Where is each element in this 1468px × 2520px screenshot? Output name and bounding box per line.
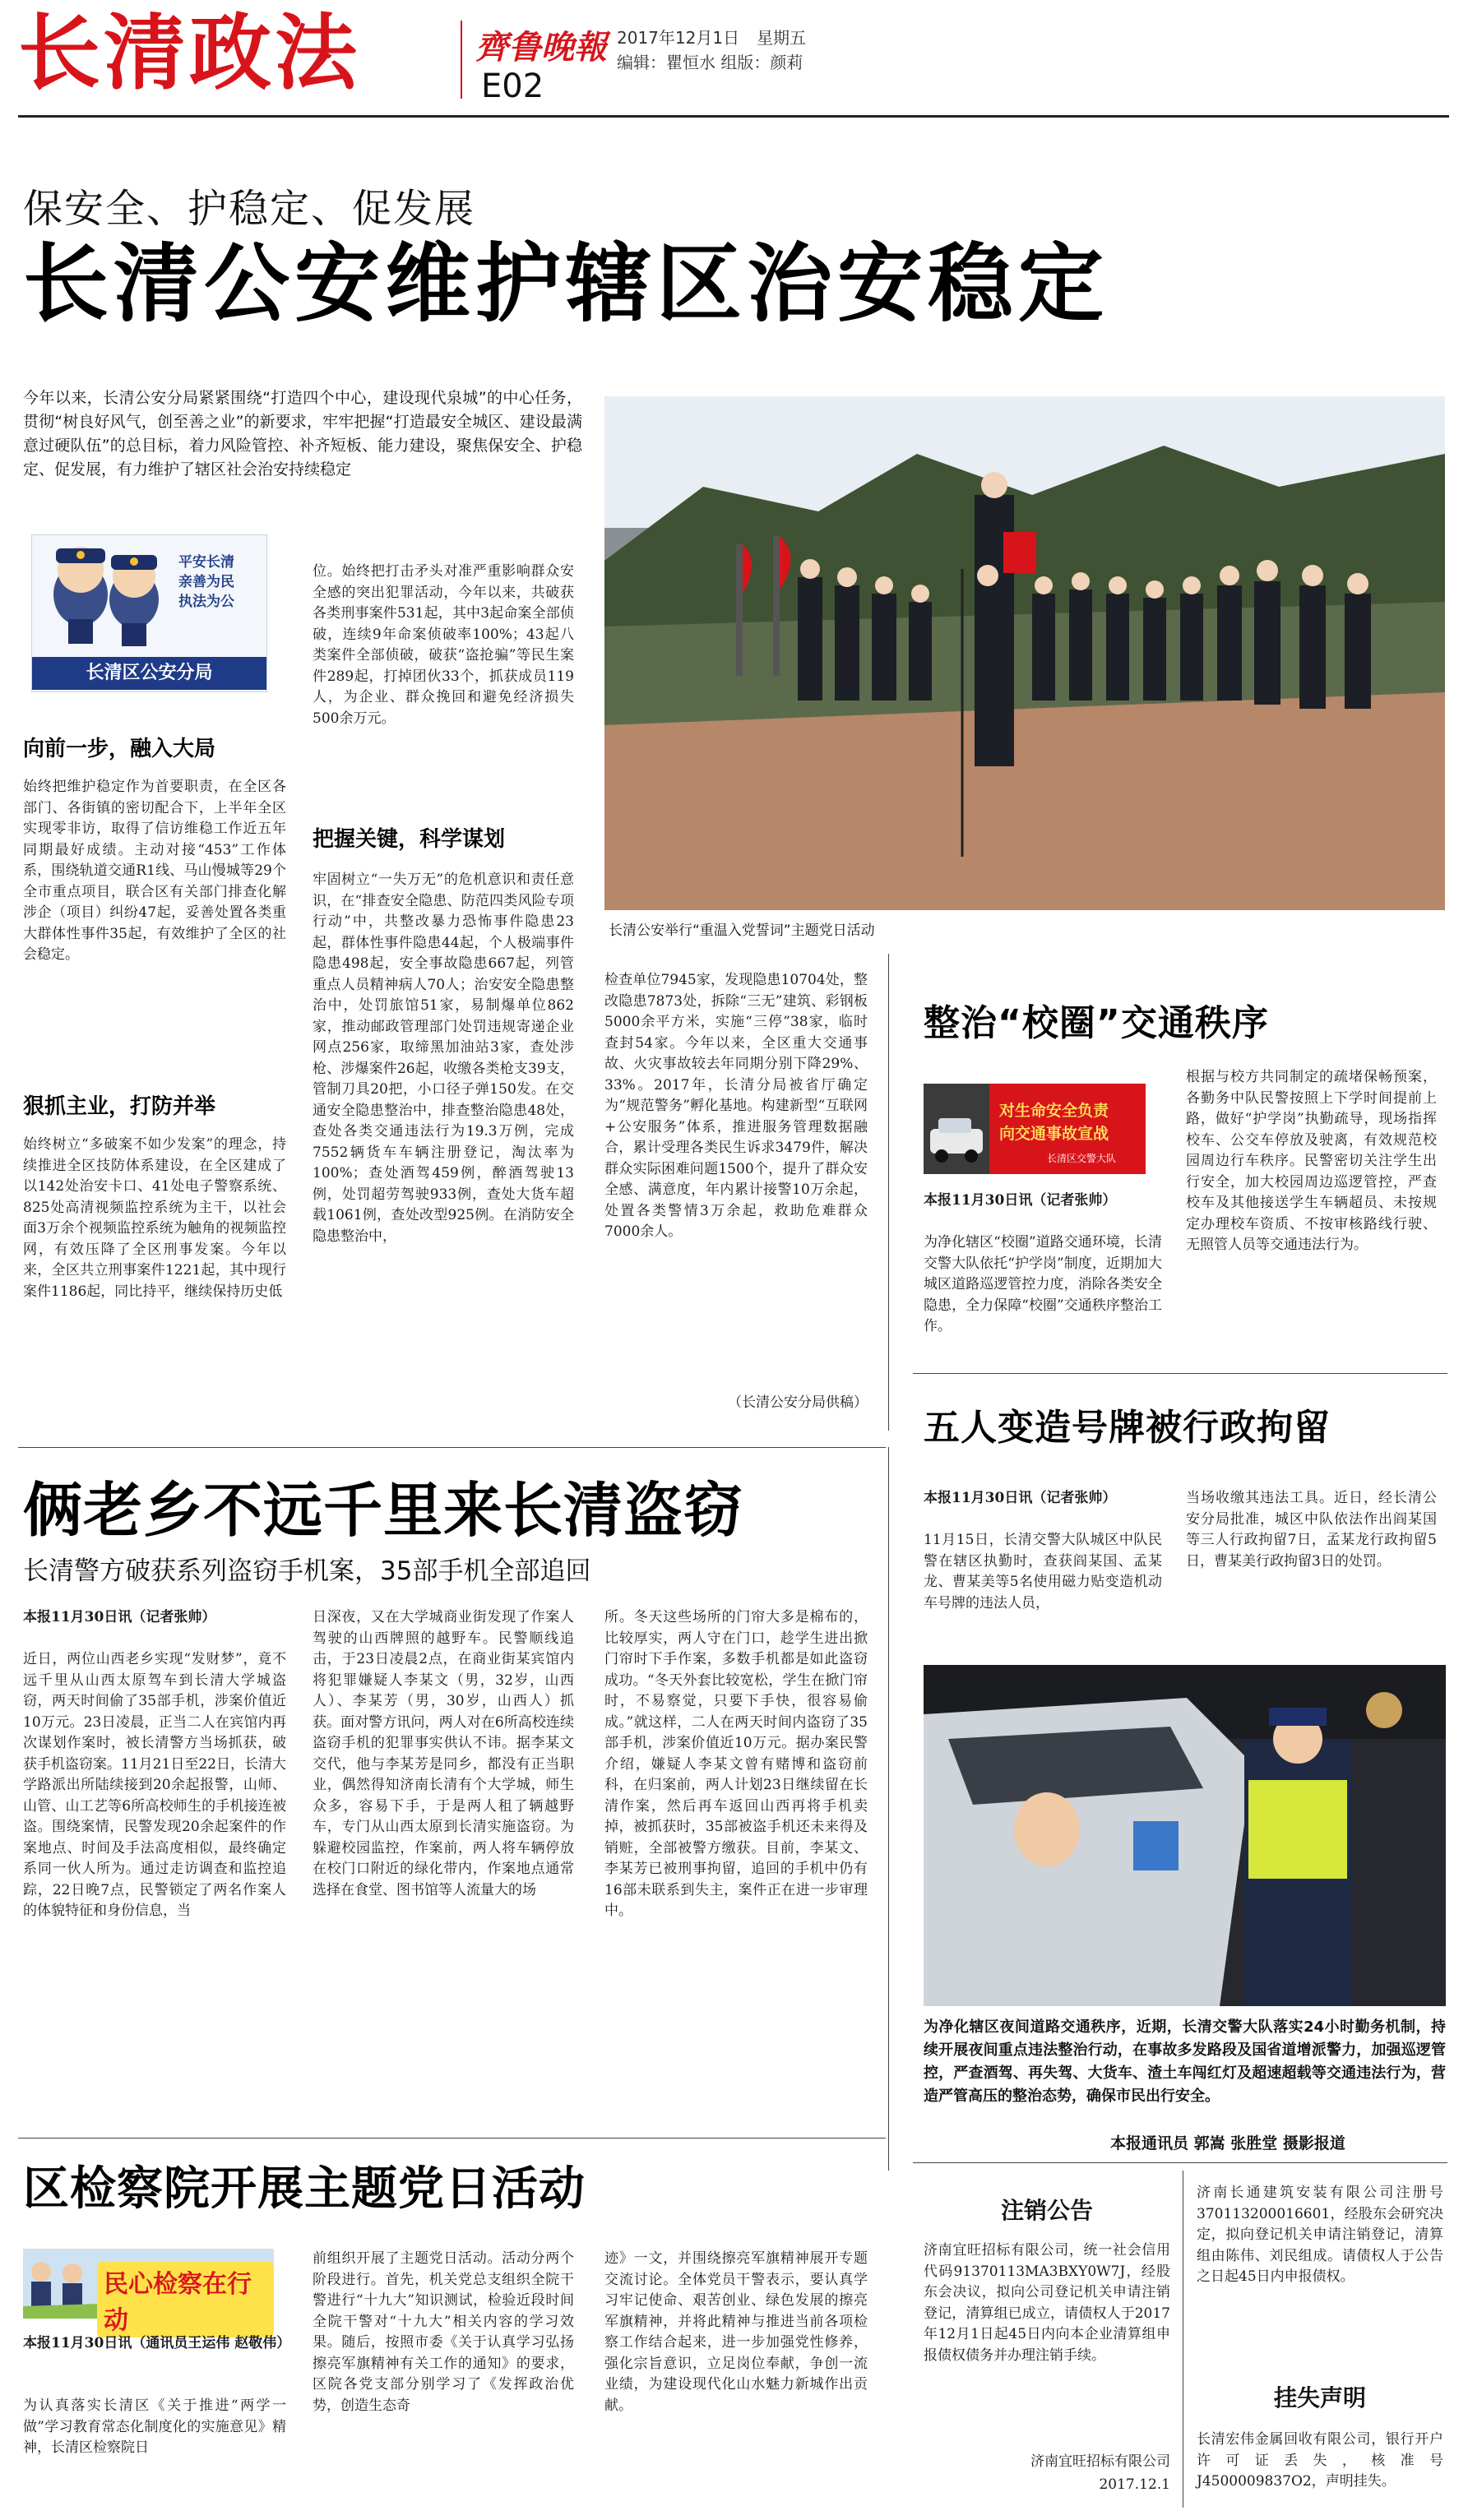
section-title: 长清政法 bbox=[18, 5, 360, 101]
paper-logo: 齊鲁晚報 bbox=[475, 28, 607, 67]
rule-theft-proc bbox=[18, 2138, 886, 2139]
proc-logo bbox=[23, 2249, 274, 2335]
police-oath-scene bbox=[604, 396, 1445, 910]
school-logo bbox=[924, 1084, 1146, 1174]
masthead-rule bbox=[18, 115, 1449, 118]
lead-col2-a: 位。始终把打击矛头对准严重影响群众安全感的突出犯罪活动，今年以来，共破获各类刑事案件531起，其中3起命案全部侦破，连续9年命案侦破率100%；43起八类案件全部侦破，破获“盗抢骗”等民生案件289起，打掉团伙33个，抓获成员119人，为企业、群众挽回和避免经济损失500余万元。 bbox=[313, 563, 574, 727]
notice3-body: 长清宏伟金属回收有限公司，银行开户许可证丢失，核准号J4500009837O2，声明挂失。 bbox=[1197, 2431, 1443, 2490]
theft-headline: 俩老乡不远千里来长清盗窃 bbox=[23, 1476, 744, 1545]
night-photo-caption: 为净化辖区夜间道路交通秩序，近期，长清交警大队落实24小时勤务机制，持续开展夜间重点违法整治行动，在事故多发路段及国省道增派警力，加强巡逻管控，严查酒驾、再失驾、大货车、渣土车闯红灯及超速超载等交通违法行为，营造严管高压的整治态势，确保市民出行安全。 bbox=[924, 2018, 1446, 2105]
party-day-caption: 长清公安举行“重温入党誓词”主题党日活动 bbox=[609, 922, 875, 939]
page-number: E02 bbox=[481, 67, 544, 105]
school-col2: 根据与校方共同制定的疏堵保畅预案，各勤务中队民警按照上下学时间提前上路，做好“护学岗”执勤疏导，现场指挥校车、公交车停放及驶离，有效规范校园周边行车秩序。民警密切关注学生出行安全，加大校园周边巡逻管控，严查校车及其他接送学生车辆超员、未按规定办理校车资质、不按审核路线行驶、无照管人员等交通违法行为。 bbox=[1186, 1069, 1437, 1253]
lead-credit: （长清公安分局供稿） bbox=[728, 1394, 868, 1411]
theft-col2: 日深夜，又在大学城商业街发现了作案人驾驶的山西牌照的越野车。民警顺线追击，于23日凌晨2点，在商业街某宾馆内将犯罪嫌疑人李某文（男，32岁，山西人）、李某芳（男，30岁，山西人）抓获。面对警方讯问，两人对在6所高校连续盗窃手机的犯罪事实供认不讳。据李某文交代，他与李某芳是同乡，都没有正当职业，偶然得知济南长清有个大学城，师生众多，容易下手，于是两人租了辆越野车，专门从山西太原到长清实施盗窃。为躲避校园监控，作案前，两人将车辆停放在校门口附近的绿化带内，作案地点通常选择在食堂、图书馆等人流量大的场 bbox=[313, 1609, 574, 1898]
rule-notices bbox=[913, 2162, 1447, 2163]
school-logo-org: 长清区交警大队 bbox=[1047, 1153, 1117, 1164]
col-divider-right bbox=[888, 1447, 889, 2171]
night-inspection-photo bbox=[924, 1665, 1446, 2006]
theft-col3: 所。冬天这些场所的门帘大多是棉布的，比较厚实，两人守在门口，趁学生进出掀门帘时下手作案，多数手机都是如此盗窃成功。“冬天外套比较宽松，学生在掀门帘时，不易察觉，只要下手快，很容易偷成。”就这样，二人在两天时间内盗窃了35部手机，涉案价值近10万元。据办案民警介绍，嫌疑人李某文曾有赌博和盗窃前科，在归案前，两人计划23日继续留在长清作案，然后再车返回山西再将手机卖掉，被抓获时，35部被盗手机还未来得及销赃，全部被警方缴获。目前，李某文、李某芳已被刑事拘留，追回的手机中仍有16部未联系到失主，案件正在进一步审理中。 bbox=[604, 1609, 868, 1919]
night-photo-credit: 本报通讯员 郭嵩 张胜堂 摄影报道 bbox=[1110, 2134, 1345, 2152]
police-mascot-icon bbox=[35, 537, 175, 656]
proc-logo-text: 民心检察在行动 bbox=[97, 2262, 274, 2337]
issue-weekday: 星期五 bbox=[757, 28, 806, 48]
subhead-forward: 向前一步，融入大局 bbox=[23, 737, 216, 761]
masthead-divider bbox=[461, 21, 462, 99]
notice1-body: 济南宜旺招标有限公司，统一社会信用代码91370113MA3BXY0W7J，经股东会决议，拟向公司登记机关申请注销登记，清算组已成立，请债权人于2017年12月1日起45日内向本企业清算组申报债权债务并办理注销手续。 bbox=[924, 2242, 1170, 2364]
school-col1: 为净化辖区“校圈”道路交通环境，长清交警大队依托“护学岗”制度，近期加大城区道路巡逻管控力度，消除各类安全隐患，全力保障“校圈”交通秩序整治工作。 bbox=[924, 1234, 1162, 1334]
plate-headline: 五人变造号牌被行政拘留 bbox=[924, 1407, 1331, 1449]
rule-lead-theft bbox=[18, 1447, 886, 1448]
lead-col1-b: 始终树立“多破案不如少发案”的理念，持续推进全区技防体系建设，在全区建成了以142处治安卡口、41处电子警察系统、825处高清视频监控系统为主干，以社会面3万余个视频监控系统为触角的视频监控网，有效压降了全区刑事发案。今年以来，全区共立刑事案件1221起，其中现行案件1186起，同比持平，继续保持历史低 bbox=[23, 1136, 286, 1300]
lead-kicker: 保安全、护稳定、促发展 bbox=[23, 186, 476, 232]
notice3-title: 挂失声明 bbox=[1273, 2384, 1366, 2411]
school-logo-line2: 向交通事故宣战 bbox=[999, 1125, 1109, 1143]
logo-slogan-3: 执法为公 bbox=[178, 594, 234, 610]
lead-col3: 检查单位7945家，发现隐患10704处，整改隐患7873处，拆除“三无”建筑、彩钢板5000余平方米，实施“三停”38家，临时查封54家。今年以来，全区重大交通事故、火灾事故较去年同期分别下降29%、33%。2017年，长清分局被省厅确定为“规范警务”孵化基地。构建新型“互联网+公安服务”体系，推进服务管理数据融合，累计受理各类民生诉求3479件，解决群众实际困难问题1500个，提升了群众安全感、满意度，年内累计接警10万余起，处置各类警情3万余起，救助危难群众7000余人。 bbox=[604, 972, 868, 1240]
theft-byline: 本报11月30日讯（记者张帅） bbox=[23, 1609, 216, 1625]
theft-col1: 近日，两位山西老乡实现“发财梦”，竟不远千里从山西太原驾车到长清大学城盗窃，两天时间偷了35部手机，涉案价值近10万元。23日凌晨，正当二人在宾馆内再次谋划作案时，被长清警方当场抓获，破获手机盗窃案。11月21日至22日，长清大学路派出所陆续接到20余起报警，山师、山管、山工艺等6所高校师生的手机接连被盗。围绕案情，民警发现20余起案件的作案地点、时间及手法高度相似，最终确定系同一伙人所为。通过走访调查和监控追踪，22日晚7点，民警锁定了两名作案人的体貌特征和身份信息，当 bbox=[23, 1651, 286, 1919]
lead-headline: 长清公安维护辖区治安稳定 bbox=[23, 234, 1109, 334]
editors-line: 编辑：瞿恒水 组版：颜莉 bbox=[617, 53, 803, 72]
proc-col1: 为认真落实长清区《关于推进“两学一做”学习教育常态化制度化的实施意见》精神，长清区检察院日 bbox=[23, 2397, 286, 2456]
masthead bbox=[0, 0, 1468, 111]
police-logo bbox=[31, 534, 267, 692]
proc-headline: 区检察院开展主题党日活动 bbox=[23, 2162, 586, 2216]
car-crash-icon bbox=[924, 1084, 989, 1174]
lead-intro: 今年以来，长清公安分局紧紧围绕“打造四个中心，建设现代泉城”的中心任务，贯彻“树良好风气，创至善之业”的新要求，牢牢把握“打造最安全城区、建设最满意过硬队伍”的总目标，着力风险管控、补齐短板、能力建设，聚焦保安全、护稳定、促发展，有力维护了辖区社会治安持续稳定 bbox=[23, 389, 582, 479]
school-logo-line1: 对生命安全负责 bbox=[999, 1102, 1109, 1120]
plate-byline: 本报11月30日讯（记者张帅） bbox=[924, 1490, 1117, 1506]
notice1-date: 2017.12.1 bbox=[1099, 2476, 1170, 2493]
plate-col2: 当场收缴其违法工具。近日，经长清公安分局批准，城区中队依法作出阎某国等三人行政拘留7日，孟某龙行政拘留5日，曹某美行政拘留3日的处罚。 bbox=[1186, 1490, 1437, 1570]
lead-col2-b: 牢固树立“一失万无”的危机意识和责任意识，在“排查安全隐患、防范四类风险专项行动”中，共整改暴力恐怖事件隐患23起，群体性事件隐患44起，个人极端事件隐患498起，安全事故隐患667起，列管重点人员精神病人70人；治安安全隐患整治中，处罚旅馆51家，易制爆单位862家，推动邮政管理部门处罚违规寄递企业网点256家，取缔黑加油站3家，查处涉枪、涉爆案件26起，收缴各类枪支39支，管制刀具20把，小口径子弹150发。在交通安全隐患整治中，排查整治隐患48处，查处各类交通违法行为19.3万例，完成7552辆货车车辆注册登记，淘汰率为100%；查处酒驾459例，醉酒驾驶13例，处罚超劳驾驶933例，查处大货车超载1061例，查处改型925例。在消防安全隐患整治中， bbox=[313, 872, 574, 1245]
notice1-title: 注销公告 bbox=[1000, 2197, 1093, 2224]
school-byline: 本报11月30日讯（记者张帅） bbox=[924, 1192, 1117, 1209]
issue-date: 2017年12月1日 bbox=[617, 28, 740, 48]
logo-org-name: 长清区公安分局 bbox=[32, 657, 266, 690]
plate-col1: 11月15日，长清交警大队城区中队民警在辖区执勤时，查获阎某国、孟某龙、曹某美等5名使用磁力贴变造机动车号牌的违法人员， bbox=[924, 1532, 1162, 1611]
proc-col3: 迹》一文，并围绕擦亮军旗精神展开专题交流讨论。全体党员干警表示，要认真学习牢记使命、艰苦创业、绿色发展的擦亮军旗精神，并将此精神与推进当前各项检察工作结合起来，进一步加强党性修养，强化宗旨意识，立足岗位奉献，争创一流业绩，为建设现代化山水魅力新城作出贡献。 bbox=[604, 2250, 868, 2414]
school-headline: 整治“校圈”交通秩序 bbox=[924, 1002, 1269, 1044]
party-day-photo bbox=[604, 396, 1445, 910]
notice1-sign: 济南宜旺招标有限公司 bbox=[1030, 2453, 1170, 2470]
subhead-key: 把握关键，科学谋划 bbox=[313, 827, 506, 852]
logo-slogan-2: 亲善为民 bbox=[178, 574, 234, 590]
logo-slogan-1: 平安长清 bbox=[178, 554, 234, 571]
proc-byline: 本报11月30日讯（通讯员王运伟 赵敬伟） bbox=[23, 2335, 291, 2351]
traffic-police-check-scene bbox=[924, 1665, 1446, 2006]
theft-subhead: 长清警方破获系列盗窃手机案，35部手机全部追回 bbox=[23, 1556, 591, 1586]
col-divider-lead bbox=[888, 954, 889, 1431]
subhead-main-duty: 狠抓主业，打防并举 bbox=[23, 1094, 216, 1119]
lead-col1-a: 始终把维护稳定作为首要职责，在全区各部门、各街镇的密切配合下，上半年全区实现零非访，取得了信访维稳工作近五年同期最好成绩。主动对接“453”工作体系，围绕轨道交通R1线、马山慢城等29个全市重点项目，联合区有关部门排查化解涉企（项目）纠纷47起，妥善处置各类重大群体性事件35起，有效维护了全区的社会稳定。 bbox=[23, 779, 286, 963]
notice2-body: 济南长通建筑安装有限公司注册号370113200016601，经股东会研究决定，拟向登记机关申请注销登记，清算组由陈伟、刘民组成。请债权人于公告之日起45日内申报债权。 bbox=[1197, 2185, 1443, 2285]
proc-col2: 前组织开展了主题党日活动。活动分两个阶段进行。首先，机关党总支组织全院干警进行“十九大”知识测试，检验近段时间全院干警对“十九大”相关内容的学习效果。随后，按照市委《关于认真学习弘扬擦亮军旗精神有关工作的通知》的要求，区院各党支部分别学习了《发挥政治优势，创造生态奇 bbox=[313, 2250, 574, 2414]
rule-school-plate bbox=[913, 1373, 1447, 1374]
